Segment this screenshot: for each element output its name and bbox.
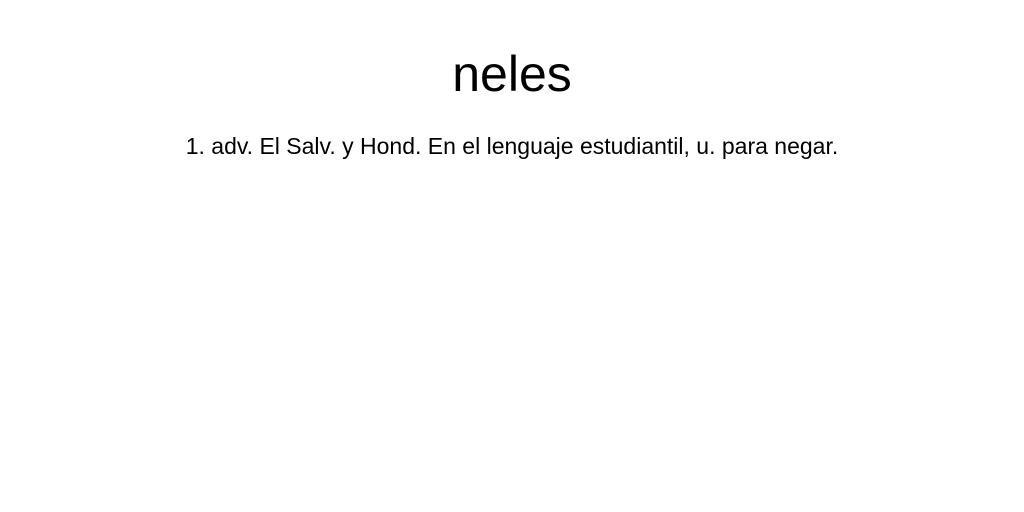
- definition-1: 1. adv. El Salv. y Hond. En el lenguaje estudiantil, u. para negar.: [185, 133, 839, 159]
- headword-title: neles: [452, 46, 572, 102]
